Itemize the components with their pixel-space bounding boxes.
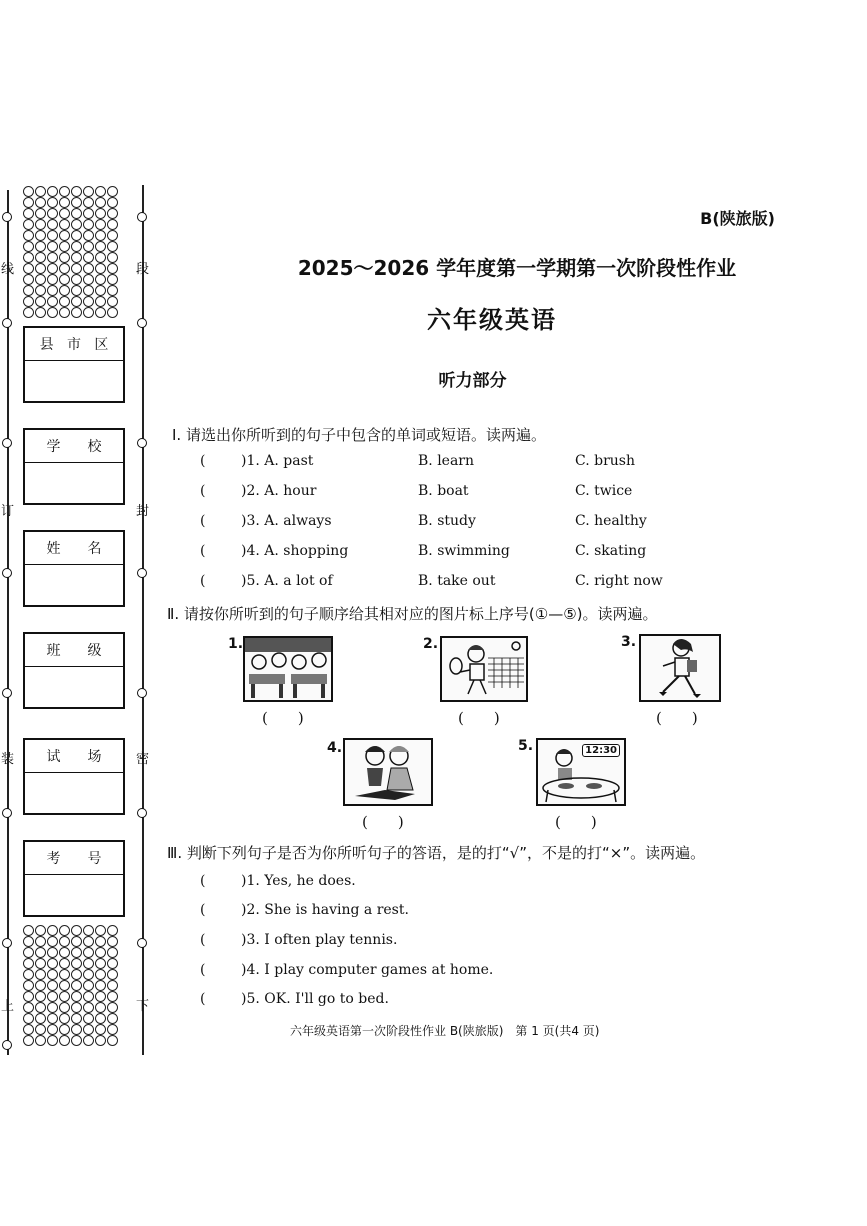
field-label: 考 [46,851,61,867]
binding-hole [2,212,12,222]
field-label: 区 [94,337,109,353]
exam-number-field[interactable] [23,840,125,917]
lunch-picture [536,738,626,806]
binding-mark-line: 线 [1,262,15,277]
response-sentence: )3. I often play tennis. [241,932,398,948]
binding-hole [2,808,12,818]
binding-mark-down: 下 [136,999,150,1014]
answer-paren[interactable]: ( [200,483,206,499]
answer-paren[interactable]: ( [200,873,206,889]
field-label: 级 [87,643,102,659]
picture-number: 3. [621,634,637,650]
binding-hole [2,688,12,698]
option-b: B. take out [418,573,496,589]
answer-paren[interactable]: ( [200,543,206,559]
option-b: B. learn [418,453,475,469]
answer-paren[interactable]: ( [200,513,206,529]
field-label: 姓 [46,541,61,557]
option-b: B. boat [418,483,469,499]
dancing-picture [343,738,433,806]
binding-hole [137,808,147,818]
class-field[interactable] [23,632,125,709]
picture-number: 2. [423,636,439,652]
clock-display: 12:30 [582,744,620,757]
tennis-picture [440,636,528,702]
option-c: C. skating [575,543,647,559]
version-tag: B(陕旅版) [700,209,775,228]
binding-hole [137,212,147,222]
option-c: C. twice [575,483,633,499]
answer-blank[interactable]: ( ) [458,709,500,727]
classroom-picture [243,636,333,702]
binding-hole [137,568,147,578]
response-sentence: )1. Yes, he does. [241,873,356,889]
name-field[interactable] [23,530,125,607]
field-label: 名 [87,541,102,557]
picture-number: 1. [228,636,244,652]
field-label: 校 [87,439,102,455]
subject-title: 六年级英语 [427,306,557,334]
option-b: B. study [418,513,476,529]
binding-hole [2,1040,12,1050]
binding-mark-bind: 装 [1,752,15,767]
exam-title: 2025～2026 学年度第一学期第一次阶段性作业 [297,256,737,280]
answer-paren[interactable]: ( [200,573,206,589]
question-num-option-a: )3. A. always [241,513,332,529]
binding-hole [137,938,147,948]
binding-mark-secret: 密 [136,752,150,767]
answer-blank[interactable]: ( ) [262,709,304,727]
page-footer: 六年级英语第一次阶段性作业 B(陕旅版) 第 1 页(共4 页) [290,1024,600,1038]
binding-mark-up: 上 [1,999,15,1014]
section1-title: Ⅰ. 请选出你所听到的句子中包含的单词或短语。读两遍。 [172,426,546,444]
field-label: 班 [46,643,61,659]
answer-blank[interactable]: ( ) [362,813,404,831]
binding-hole [2,938,12,948]
field-label: 号 [87,851,102,867]
question-num-option-a: )4. A. shopping [241,543,349,559]
answer-bubble-grid-bottom [23,925,119,1046]
exam-room-field[interactable] [23,738,125,815]
answer-paren[interactable]: ( [200,991,206,1007]
field-label: 市 [66,337,81,353]
binding-hole [2,568,12,578]
field-label: 场 [87,749,102,765]
binding-hole [137,438,147,448]
county-field[interactable] [23,326,125,403]
answer-blank[interactable]: ( ) [656,709,698,727]
picture-number: 5. [518,738,534,754]
response-sentence: )2. She is having a rest. [241,902,409,918]
binding-mark-seal-inner: 封 [136,504,150,519]
walking-picture [639,634,721,702]
question-num-option-a: )1. A. past [241,453,314,469]
binding-hole [2,438,12,448]
school-field[interactable] [23,428,125,505]
binding-hole [137,688,147,698]
field-label: 县 [39,337,54,353]
answer-paren[interactable]: ( [200,453,206,469]
picture-number: 4. [327,740,343,756]
option-c: C. healthy [575,513,647,529]
answer-paren[interactable]: ( [200,932,206,948]
binding-mark-seal: 订 [1,504,15,519]
option-c: C. brush [575,453,635,469]
answer-blank[interactable]: ( ) [555,813,597,831]
question-num-option-a: )2. A. hour [241,483,317,499]
section3-title: Ⅲ. 判断下列句子是否为你所听句子的答语，是的打“√”，不是的打“×”。读两遍。 [167,844,706,862]
section2-title: Ⅱ. 请按你所听到的句子顺序给其相对应的图片标上序号(①—⑤)。读两遍。 [167,605,658,623]
part-title: 听力部分 [438,371,507,391]
answer-paren[interactable]: ( [200,902,206,918]
binding-mark-section: 段 [136,262,150,277]
field-label: 试 [46,749,61,765]
answer-paren[interactable]: ( [200,962,206,978]
response-sentence: )4. I play computer games at home. [241,962,494,978]
response-sentence: )5. OK. I'll go to bed. [241,991,389,1007]
option-c: C. right now [575,573,663,589]
option-b: B. swimming [418,543,510,559]
field-label: 学 [46,439,61,455]
question-num-option-a: )5. A. a lot of [241,573,333,589]
